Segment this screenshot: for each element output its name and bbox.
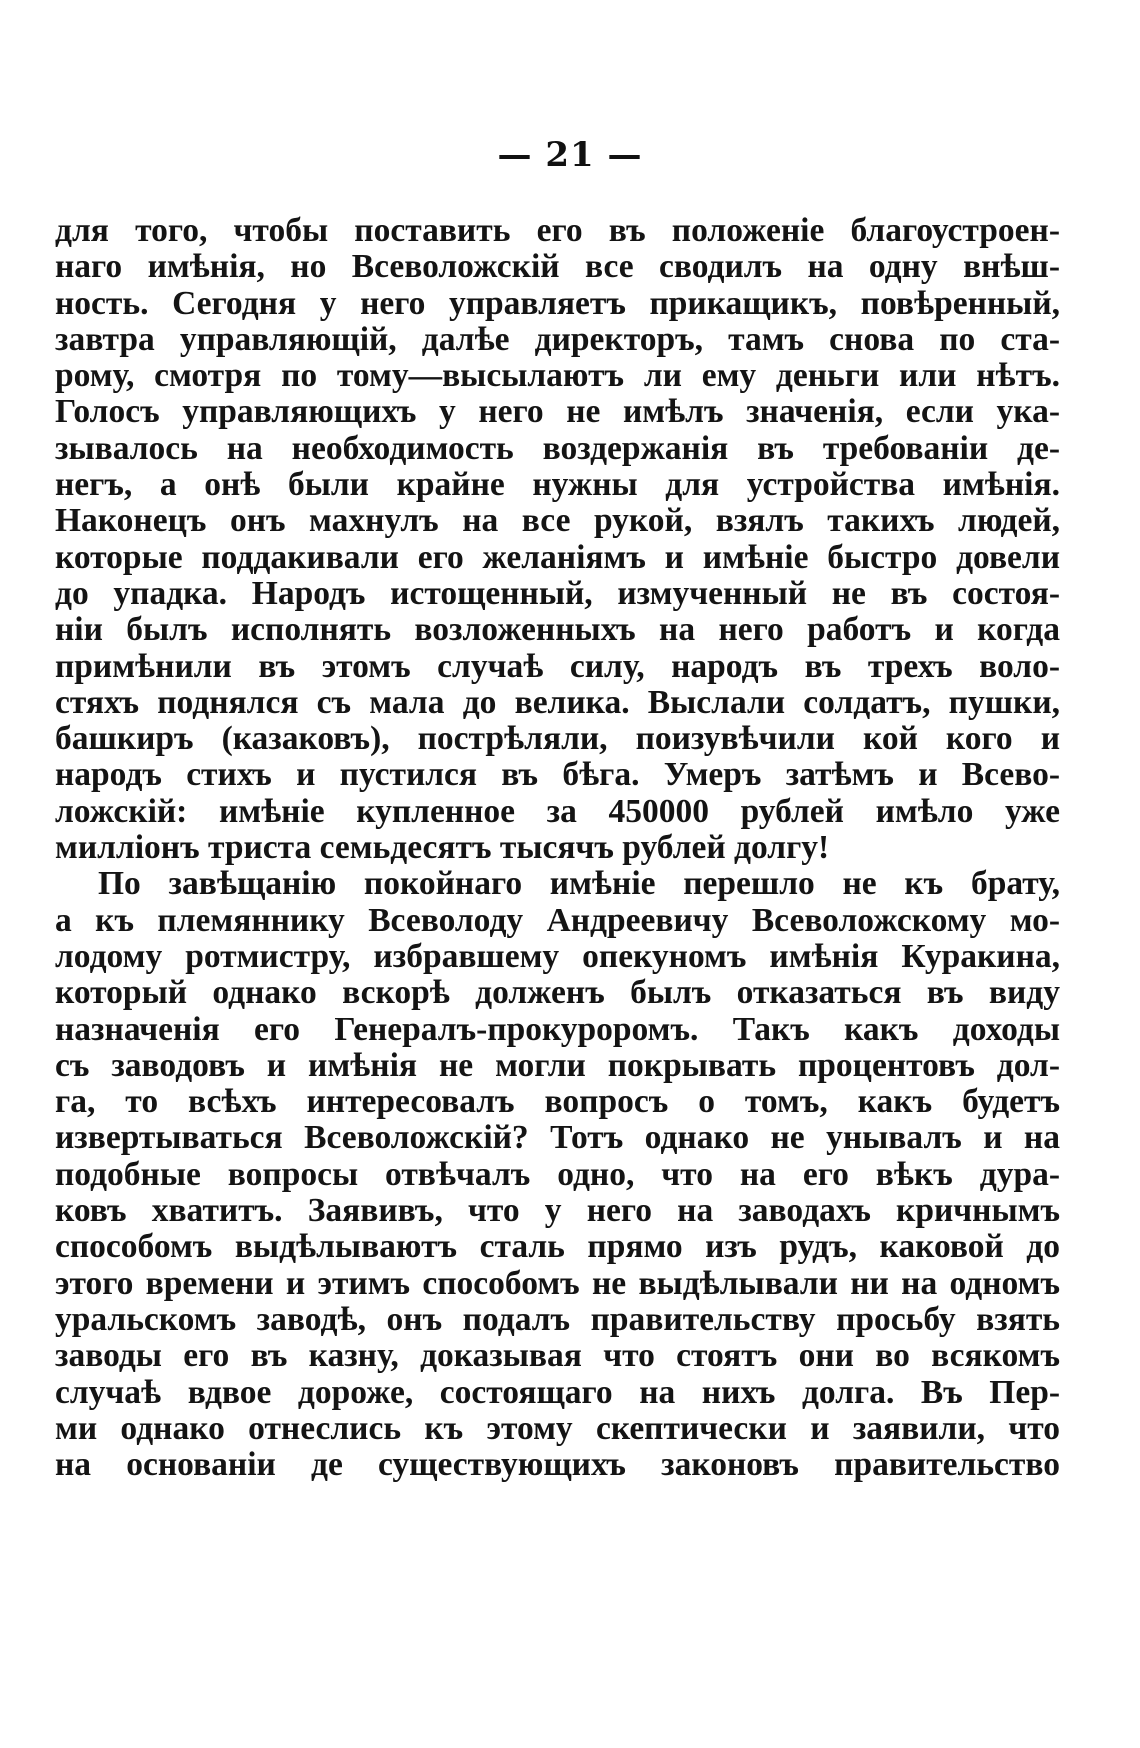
text-line: до упадка. Народъ истощенный, измученный не въ состоя- bbox=[55, 574, 1060, 612]
text-line: которые поддакивали его желаніямъ и имѣніе быстро довели bbox=[55, 538, 1060, 576]
text-line: лодому ротмистру, избравшему опекуномъ имѣнія Куракина, bbox=[55, 937, 1060, 975]
text-line: башкиръ (казаковъ), пострѣляли, поизувѣчили кой кого и bbox=[55, 720, 1060, 758]
text-line: который однако вскорѣ долженъ былъ отказаться въ виду bbox=[55, 974, 1060, 1012]
text-line: а къ племяннику Всеволоду Андреевичу Всеволожскому мо- bbox=[55, 901, 1060, 939]
text-line: милліонъ триста семьдесятъ тысячъ рублей долгу! bbox=[55, 829, 830, 867]
text-line: назначенія его Генералъ-прокуроромъ. Такъ какъ доходы bbox=[55, 1010, 1060, 1048]
text-line: га, то всѣхъ интересовалъ вопросъ о томъ, какъ будетъ bbox=[55, 1083, 1060, 1121]
text-line: рому, смотря по тому—высылаютъ ли ему деньги или нѣтъ. bbox=[55, 357, 1060, 395]
text-line: ніи былъ исполнять возложенныхъ на него работъ и когда bbox=[55, 611, 1060, 649]
text-line: способомъ выдѣлываютъ сталь прямо изъ рудъ, каковой до bbox=[55, 1228, 1060, 1266]
paragraph-2 bbox=[55, 866, 1060, 1483]
text-line: стяхъ поднялся съ мала до велика. Выслали солдатъ, пушки, bbox=[55, 683, 1060, 721]
text-line: примѣнили въ этомъ случаѣ силу, народъ въ трехъ воло- bbox=[55, 647, 1060, 685]
text-line: негъ, а онѣ были крайне нужны для устройства имѣнія. bbox=[55, 466, 1060, 504]
text-line: ность. Сегодня у него управляетъ прикащикъ, повѣренный, bbox=[55, 284, 1060, 322]
text-line: для того, чтобы поставить его въ положеніе благоустроен- bbox=[55, 212, 1060, 249]
paragraph-1 bbox=[55, 213, 1060, 866]
body-text bbox=[55, 213, 1060, 1483]
text-line: ложскій: имѣніе купленное за 450000 рублей имѣло уже bbox=[55, 792, 1060, 830]
text-line: уральскомъ заводѣ, онъ подалъ правительству просьбу взять bbox=[55, 1300, 1060, 1338]
text-line: По завѣщанію покойнаго имѣніе перешло не къ брату, bbox=[98, 865, 1060, 903]
text-line: наго имѣнія, но Всеволожскій все сводилъ на одну внѣш- bbox=[55, 248, 1060, 286]
text-line: подобные вопросы отвѣчалъ одно, что на его вѣкъ дура- bbox=[55, 1155, 1060, 1193]
text-line: этого времени и этимъ способомъ не выдѣлывали ни на одномъ bbox=[55, 1264, 1060, 1302]
text-line: зывалось на необходимость воздержанія въ требованіи де- bbox=[55, 429, 1060, 467]
text-line: ми однако отнеслись къ этому скептически и заявили, что bbox=[55, 1409, 1060, 1447]
text-line: завтра управляющій, далѣе директоръ, тамъ снова по ста- bbox=[55, 320, 1060, 358]
page-number: — 21 — bbox=[497, 135, 643, 175]
text-line: извертываться Всеволожскій? Тотъ однако не унывалъ и на bbox=[55, 1119, 1060, 1157]
text-line: заводы его въ казну, доказывая что стоятъ они во всякомъ bbox=[55, 1337, 1060, 1375]
text-line: Наконецъ онъ махнулъ на все рукой, взялъ такихъ людей, bbox=[55, 502, 1060, 540]
text-line: на основаніи де существующихъ законовъ правительство bbox=[55, 1446, 1060, 1484]
text-line: съ заводовъ и имѣнія не могли покрывать процентовъ дол- bbox=[55, 1046, 1060, 1084]
text-line: народъ стихъ и пустился въ бѣга. Умеръ затѣмъ и Всево- bbox=[55, 756, 1060, 794]
text-line: ковъ хватитъ. Заявивъ, что у него на заводахъ кричнымъ bbox=[55, 1192, 1060, 1230]
text-line: Голосъ управляющихъ у него не имѣлъ значенія, если ука- bbox=[55, 393, 1060, 431]
text-line: случаѣ вдвое дороже, состоящаго на нихъ долга. Въ Пер- bbox=[55, 1373, 1060, 1411]
